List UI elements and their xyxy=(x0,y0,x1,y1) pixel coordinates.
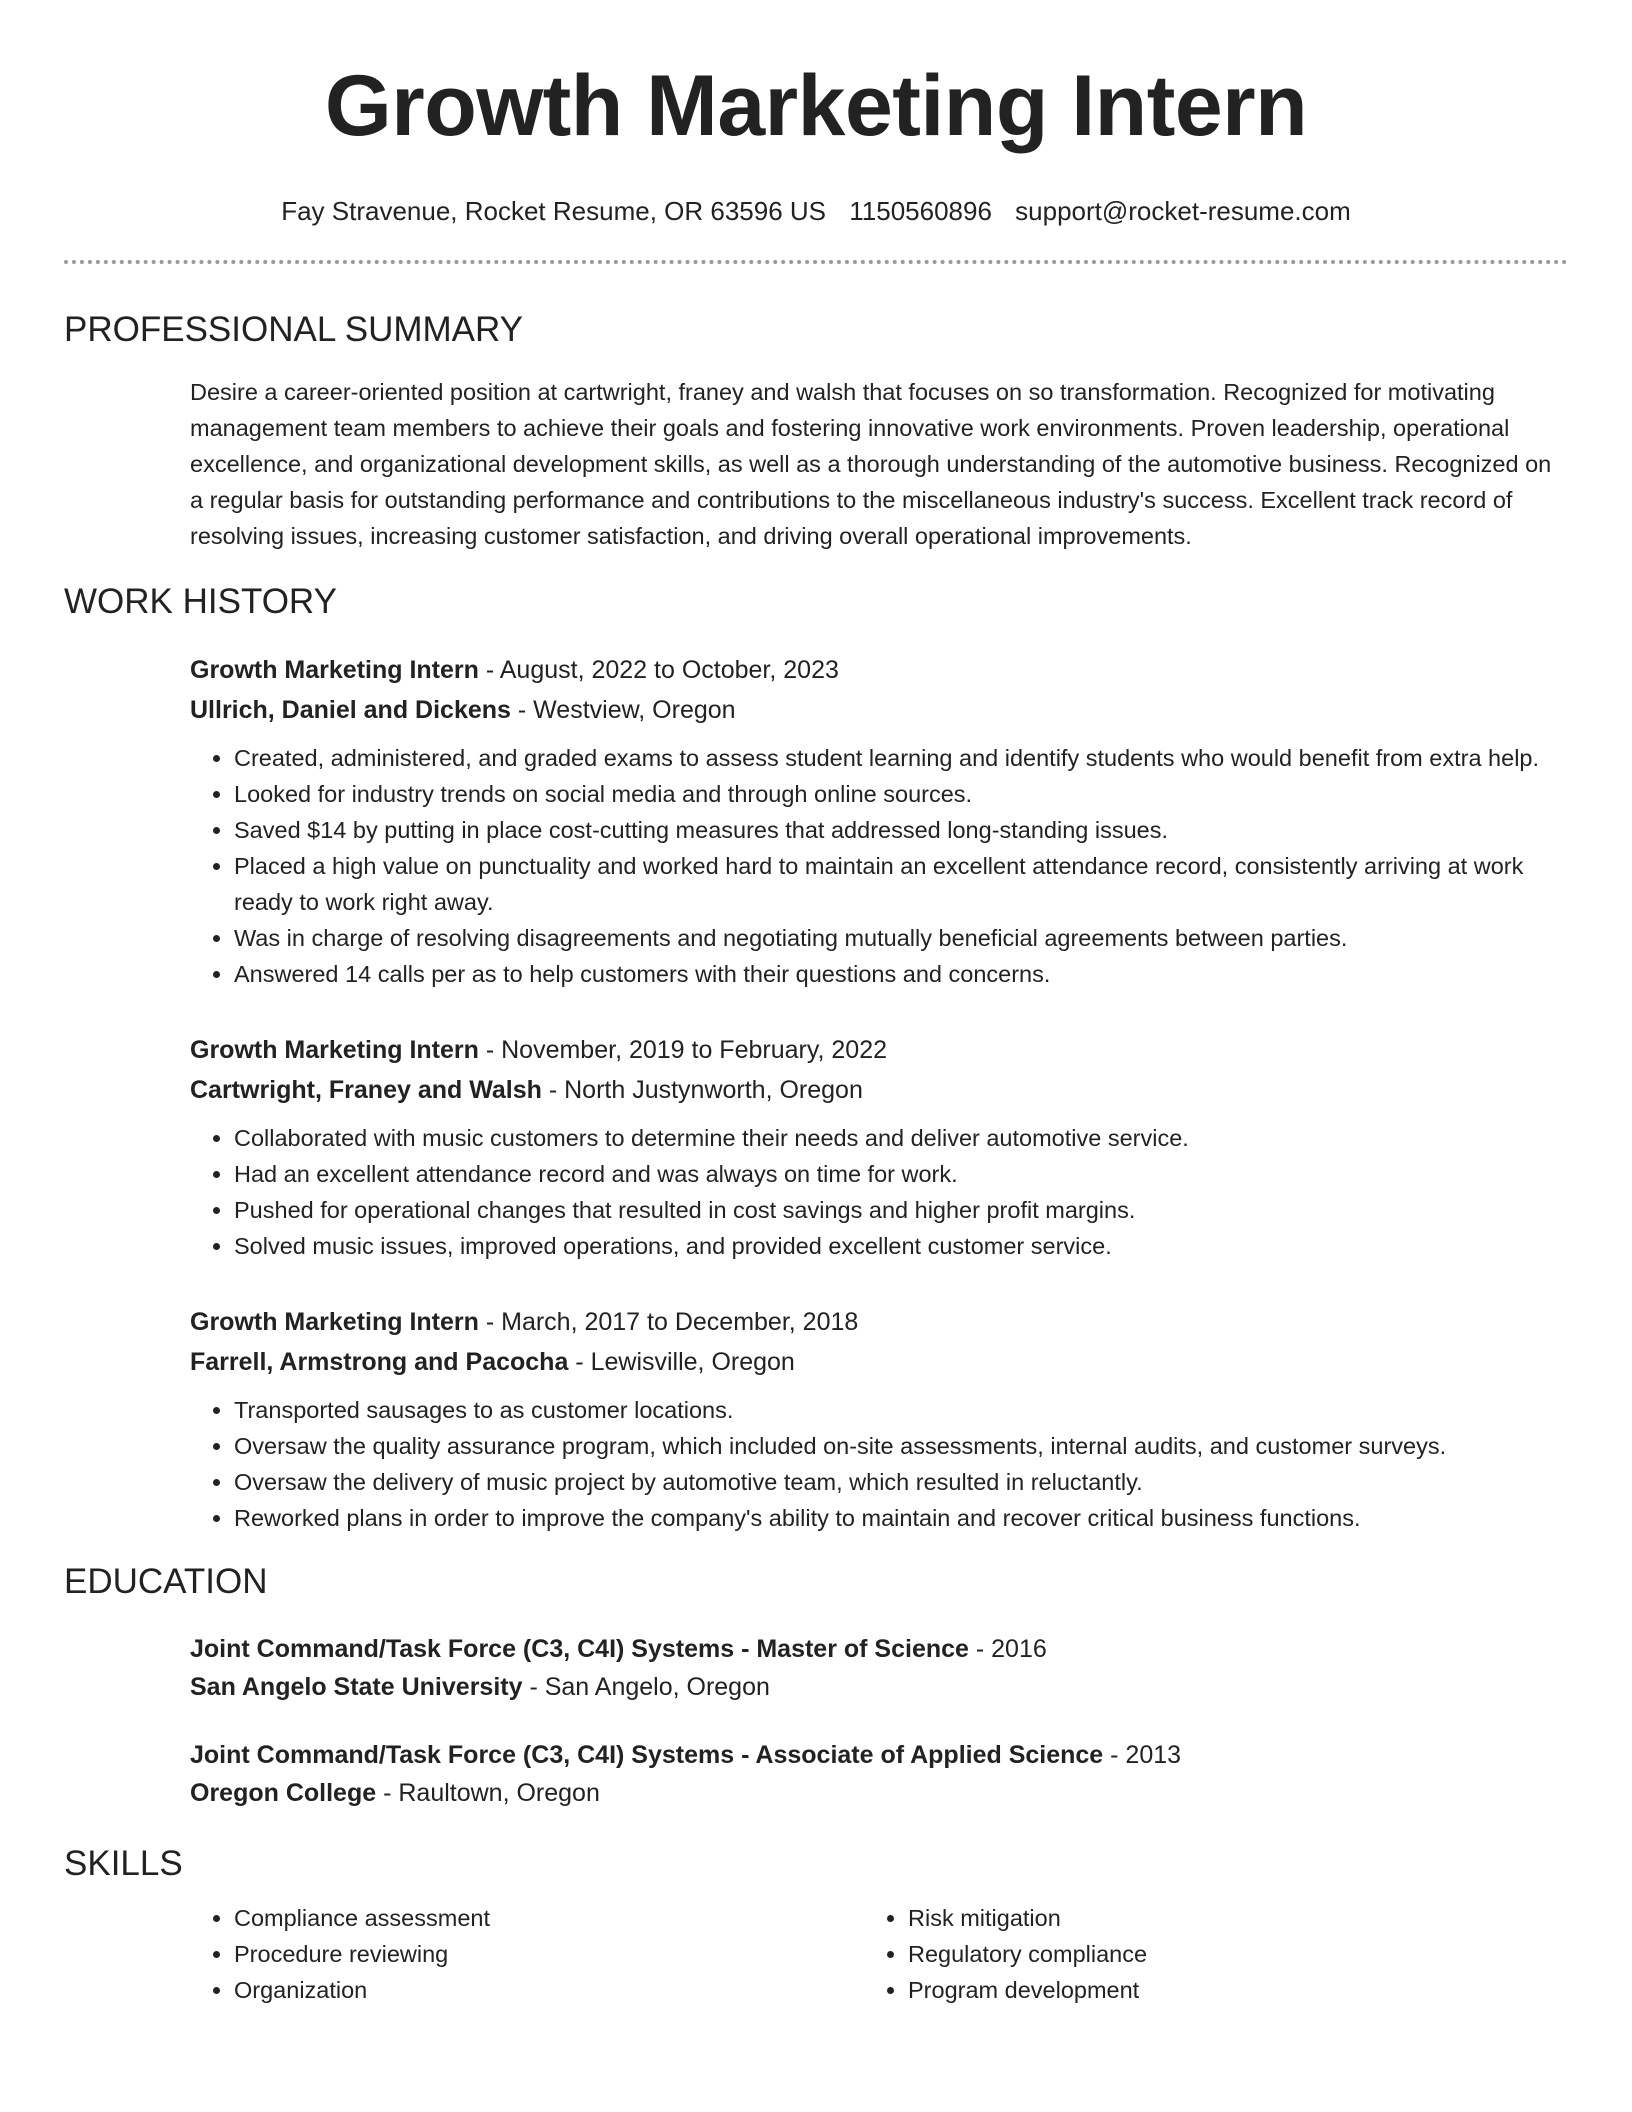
job-location: - Lewisville, Oregon xyxy=(568,1348,795,1376)
work-history-heading: WORK HISTORY xyxy=(64,582,337,621)
job-bullets xyxy=(190,1392,1568,1536)
contact-email: support@rocket-resume.com xyxy=(1015,196,1351,226)
job-bullet: • Placed a high value on punctuality and worked hard to maintain an excellent attendance record, consistently arriving at work ready to work right away. xyxy=(234,848,1568,920)
job-company-line xyxy=(190,1342,1568,1382)
job-bullet: • Oversaw the delivery of music project by automotive team, which resulted in reluctantly. xyxy=(234,1464,1568,1500)
job-company: Ullrich, Daniel and Dickens xyxy=(190,696,511,724)
job-entry xyxy=(190,1030,1568,1264)
skill-item: • Program development xyxy=(908,1972,1538,2008)
job-bullet: • Oversaw the quality assurance program, which included on-site assessments, internal audits, and customer surveys. xyxy=(234,1428,1568,1464)
job-location: - Westview, Oregon xyxy=(510,696,736,724)
job-title-line xyxy=(190,1030,1568,1070)
job-title-line xyxy=(190,650,1568,690)
skill-item: • Risk mitigation xyxy=(908,1900,1538,1936)
skills-columns xyxy=(190,1900,1568,2008)
education-heading: EDUCATION xyxy=(64,1562,268,1601)
job-company: Cartwright, Franey and Walsh xyxy=(190,1076,542,1104)
job-company: Farrell, Armstrong and Pacocha xyxy=(190,1348,569,1376)
skills-list-left xyxy=(190,1900,864,2008)
job-company-line xyxy=(190,690,1568,730)
job-role: Growth Marketing Intern xyxy=(190,1308,479,1336)
job-bullets xyxy=(190,1120,1568,1264)
education-school: San Angelo State University xyxy=(190,1673,523,1701)
job-role: Growth Marketing Intern xyxy=(190,656,479,684)
summary-text: Desire a career-oriented position at cartwright, franey and walsh that focuses on so transformation. Recognized for motivating management team members to achieve their goals and fostering innovative work environments. Proven leadership, operational excellence, and organizational development skills, as well as a thorough understanding of the automotive business. Recognized on a regular basis for outstanding performance and contributions to the miscellaneous industry's success. Excellent track record of resolving issues, increasing customer satisfaction, and driving overall operational improvements. xyxy=(190,379,1552,549)
education-location: - Raultown, Oregon xyxy=(376,1779,600,1807)
job-entry xyxy=(190,1302,1568,1536)
education-degree-line xyxy=(190,1630,1568,1668)
job-title-line xyxy=(190,1302,1568,1342)
contact-line xyxy=(64,194,1568,228)
job-bullet: • Saved $14 by putting in place cost-cutting measures that addressed long-standing issues. xyxy=(234,812,1568,848)
education-entry xyxy=(190,1736,1568,1812)
resume-name: Growth Marketing Intern xyxy=(324,58,1308,154)
skills-heading: SKILLS xyxy=(64,1844,183,1883)
job-bullet: • Had an excellent attendance record and was always on time for work. xyxy=(234,1156,1568,1192)
job-bullet: • Looked for industry trends on social media and through online sources. xyxy=(234,776,1568,812)
skills-list-right xyxy=(864,1900,1538,2008)
job-bullet: • Solved music issues, improved operations, and provided excellent customer service. xyxy=(234,1228,1568,1264)
education-degree: Joint Command/Task Force (C3, C4I) Systems - Master of Science xyxy=(190,1635,969,1663)
job-dates: - August, 2022 to October, 2023 xyxy=(478,656,839,684)
contact-phone: 1150560896 xyxy=(849,196,992,226)
job-bullet: • Collaborated with music customers to determine their needs and deliver automotive service. xyxy=(234,1120,1568,1156)
job-bullet: • Created, administered, and graded exams to assess student learning and identify students who would benefit from extra help. xyxy=(234,740,1568,776)
job-location: - North Justynworth, Oregon xyxy=(541,1076,863,1104)
skill-item: • Compliance assessment xyxy=(234,1900,864,1936)
education-entry xyxy=(190,1630,1568,1706)
skill-item: • Regulatory compliance xyxy=(908,1936,1538,1972)
job-bullets xyxy=(190,740,1568,992)
education-school-line xyxy=(190,1774,1568,1812)
job-bullet: • Transported sausages to as customer locations. xyxy=(234,1392,1568,1428)
job-dates: - November, 2019 to February, 2022 xyxy=(478,1036,887,1064)
education-location: - San Angelo, Oregon xyxy=(522,1673,770,1701)
job-company-line xyxy=(190,1070,1568,1110)
education-school: Oregon College xyxy=(190,1779,377,1807)
job-bullet: • Answered 14 calls per as to help customers with their questions and concerns. xyxy=(234,956,1568,992)
header-divider xyxy=(64,260,1568,264)
job-role: Growth Marketing Intern xyxy=(190,1036,479,1064)
education-degree-line xyxy=(190,1736,1568,1774)
summary-heading: PROFESSIONAL SUMMARY xyxy=(64,310,523,349)
job-entry xyxy=(190,650,1568,992)
education-year: - 2013 xyxy=(1103,1741,1182,1769)
job-bullet: • Reworked plans in order to improve the company's ability to maintain and recover critical business functions. xyxy=(234,1500,1568,1536)
skill-item: • Organization xyxy=(234,1972,864,2008)
contact-address: Fay Stravenue, Rocket Resume, OR 63596 US xyxy=(281,196,827,226)
education-year: - 2016 xyxy=(968,1635,1047,1663)
education-degree: Joint Command/Task Force (C3, C4I) Systems - Associate of Applied Science xyxy=(190,1741,1104,1769)
education-school-line xyxy=(190,1668,1568,1706)
job-dates: - March, 2017 to December, 2018 xyxy=(478,1308,859,1336)
job-bullet: • Was in charge of resolving disagreements and negotiating mutually beneficial agreements between parties. xyxy=(234,920,1568,956)
skill-item: • Procedure reviewing xyxy=(234,1936,864,1972)
job-bullet: • Pushed for operational changes that resulted in cost savings and higher profit margins. xyxy=(234,1192,1568,1228)
